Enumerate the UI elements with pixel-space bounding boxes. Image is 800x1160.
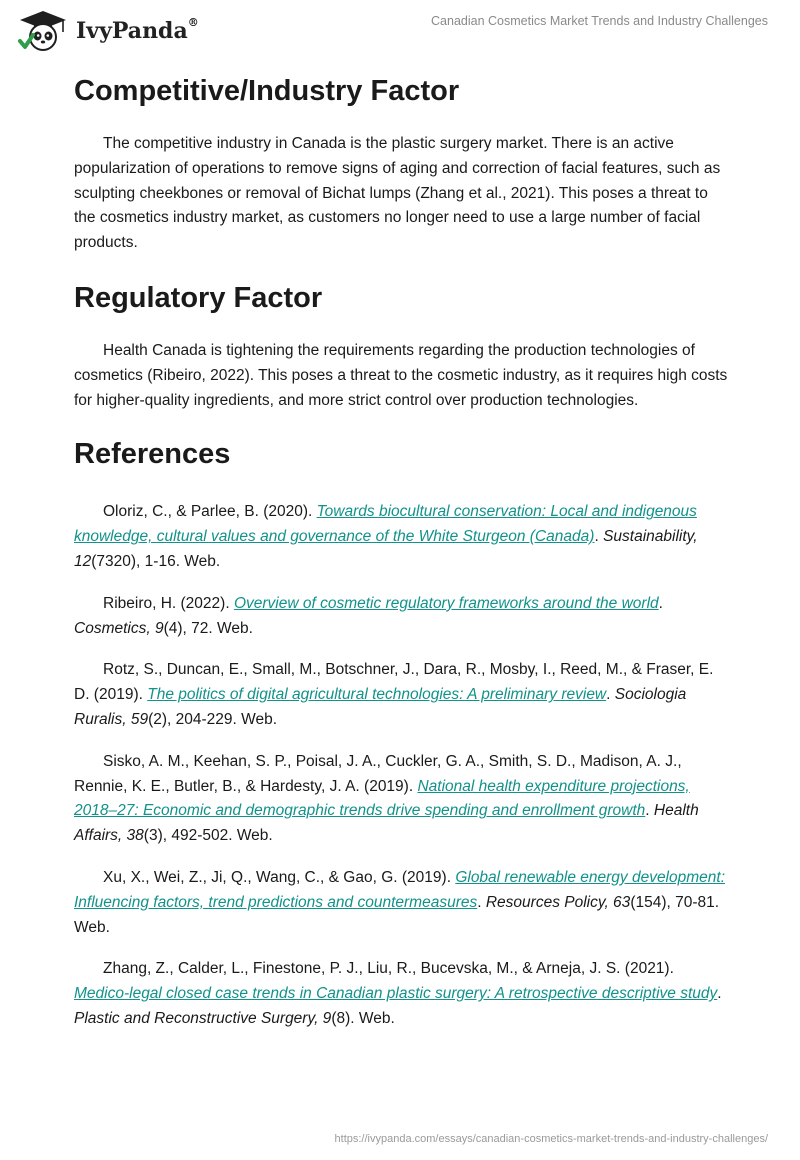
reference-item: Ribeiro, H. (2022). Overview of cosmetic regulatory frameworks around the world. Cosmetics, 9(4), 72. Web. [74, 594, 663, 637]
essay-content [74, 72, 728, 1032]
reference-link[interactable]: The politics of digital agricultural technologies: A preliminary review [147, 686, 607, 704]
reference-link[interactable]: National health expenditure projections, 2018–27: Economic and demographic trends drive spending and enrollment growth [74, 777, 690, 820]
ivypanda-logo[interactable] [14, 8, 199, 52]
section-heading-competitive: Competitive/Industry Factor [74, 75, 460, 107]
reference-item: Sisko, A. M., Keehan, S. P., Poisal, J. A., Cuckler, G. A., Smith, S. D., Madison, A. J., Rennie, K. E., Butler, B., & Hardesty, J. A. (2019). National health expenditure projections, 2018–27: Economic and demographic trends drive spending and enrollment growth. Health Affairs, 38(3), 492-502. Web. [74, 752, 699, 845]
panda-graduate-icon [14, 8, 72, 52]
reference-item: Xu, X., Wei, Z., Ji, Q., Wang, C., & Gao, G. (2019). Global renewable energy development: Influencing factors, trend predictions and countermeasures. Resources Policy, 63(154), 70-81. Web. [74, 868, 726, 936]
section-paragraph-competitive: The competitive industry in Canada is the plastic surgery market. There is an active popularization of operations to remove signs of aging and correction of facial features, such as sculpting cheekbones or removal of Bichat lumps (Zhang et al., 2021). This poses a threat to the cosmetics industry market, as customers no longer need to use a large number of facial products. [74, 135, 721, 252]
reference-item: Oloriz, C., & Parlee, B. (2020). Towards biocultural conservation: Local and indigenous knowledge, cultural values and governance of the White Sturgeon (Canada). Sustainability, 12(7320), 1-16. Web. [74, 503, 698, 570]
references-list [74, 500, 728, 1031]
reference-link[interactable]: Global renewable energy development: Influencing factors, trend predictions and countermeasures [74, 868, 726, 911]
document-title: Canadian Cosmetics Market Trends and Industry Challenges [431, 14, 768, 28]
brand-name: IvyPanda® [76, 16, 199, 44]
section-heading-regulatory: Regulatory Factor [74, 281, 323, 314]
page-url: https://ivypanda.com/essays/canadian-cosmetics-market-trends-and-industry-challenges/ [334, 1133, 768, 1145]
references-heading: References [74, 438, 231, 471]
reference-link[interactable]: Medico-legal closed case trends in Canadian plastic surgery: A retrospective descriptive study [74, 985, 718, 1003]
reference-item: Zhang, Z., Calder, L., Finestone, P. J., Liu, R., Bucevska, M., & Arneja, J. S. (2021). Medico-legal closed case trends in Canadian plastic surgery: A retrospective descriptive study. Plastic and Reconstructive Surgery, 9(8). Web. [74, 960, 722, 1027]
reference-item: Rotz, S., Duncan, E., Small, M., Botschner, J., Dara, R., Mosby, I., Reed, M., & Fraser, E. D. (2019). The politics of digital agricultural technologies: A preliminary review. Sociologia Ruralis, 59(2), 204-229. Web. [74, 661, 714, 728]
section-paragraph-regulatory: Health Canada is tightening the requirements regarding the production technologies of cosmetics (Ribeiro, 2022). This poses a threat to the cosmetic industry, as it requires high costs for higher-quality ingredients, and more strict control over production technologies. [74, 341, 728, 409]
page-header [0, 0, 800, 60]
reference-link[interactable]: Overview of cosmetic regulatory frameworks around the world [233, 594, 659, 612]
reference-link[interactable]: Towards biocultural conservation: Local and indigenous knowledge, cultural values and governance of the White Sturgeon (Canada) [74, 503, 697, 546]
